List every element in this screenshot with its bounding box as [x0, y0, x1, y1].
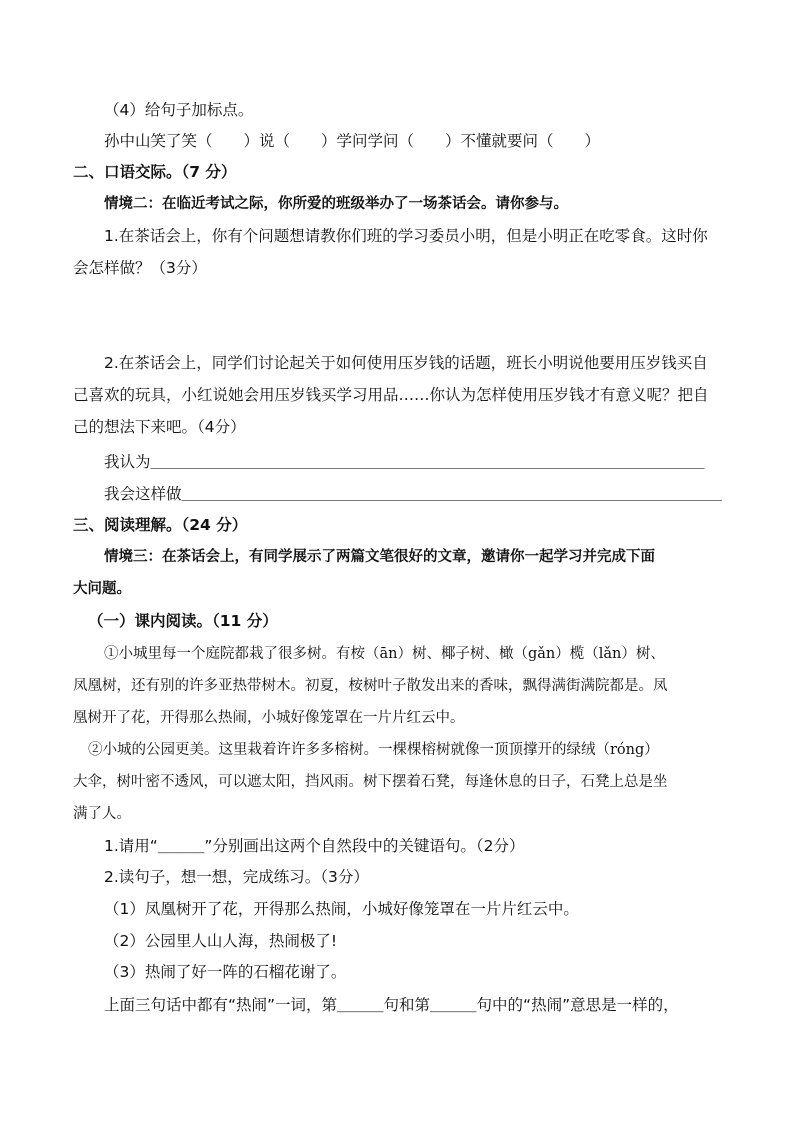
oral-question-1-line-2: 会怎样做？（3分）: [73, 259, 207, 277]
answer-blank-opinion[interactable]: ＿＿＿＿＿＿＿＿＿＿＿＿＿＿＿＿＿＿＿＿＿＿＿＿＿＿＿＿＿＿＿＿＿＿＿＿＿＿＿＿＿: [150, 455, 705, 471]
passage-paragraph-2-line-3: 满了人。: [73, 806, 131, 822]
question-4-sentence: 孙中山笑了笑（ ）说（ ）学问学问（ ）不懂就要问（ ）: [104, 132, 601, 150]
oral-question-2-line-1: 2.在茶话会上，同学们讨论起关于如何使用压岁钱的话题，班长小明说他要用压岁钱买自: [104, 354, 708, 372]
passage-paragraph-2-line-2: 大伞，树叶密不透风，可以遮太阳，挡风雨。树下摆着石凳，每逢休息的日子，石凳上总是坐: [73, 774, 668, 790]
oral-question-2-line-2: 己喜欢的玩具，小红说她会用压岁钱买学习用品……你认为怎样使用压岁钱才有意义呢？把自: [73, 386, 709, 404]
passage-paragraph-1-line-3: 凰树开了花，开得那么热闹，小城好像笼罩在一片片红云中。: [73, 710, 465, 726]
scenario-2-text: 情境二：在临近考试之际，你所爱的班级举办了一场茶话会。请你参与。: [104, 195, 568, 212]
reading-question-2: 2.读句子，想一想，完成练习。（3分）: [104, 868, 369, 886]
reading-question-2-fill[interactable]: 上面三句话中都有“热闹”一词，第＿＿＿句和第＿＿＿句中的“热闹”意思是一样的，: [104, 996, 679, 1014]
reading-sentence-3: （3）热闹了好一阵的石榴花谢了。: [104, 963, 347, 981]
question-4-prompt: （4）给句子加标点。: [104, 101, 254, 119]
section-3-heading: 三、阅读理解。（24 分）: [73, 516, 248, 534]
answer-blank-action[interactable]: ＿＿＿＿＿＿＿＿＿＿＿＿＿＿＿＿＿＿＿＿＿＿＿＿＿＿＿＿＿＿＿＿＿＿＿＿＿＿＿＿: [181, 487, 722, 503]
answer-field-opinion[interactable]: [104, 452, 704, 473]
passage-paragraph-1-line-2: 凤凰树，还有别的许多亚热带树木。初夏，桉树叶子散发出来的香味，飘得满街满院都是。凤: [73, 678, 668, 694]
section-2-heading: 二、口语交际。（7 分）: [73, 163, 237, 181]
answer-field-action[interactable]: [104, 484, 722, 505]
reading-sentence-2: （2）公园里人山人海，热闹极了!: [104, 932, 338, 950]
reading-question-1: 1.请用“＿＿＿”分别画出这两个自然段中的关键语句。（2分）: [104, 837, 525, 855]
passage-paragraph-2-line-1: ②小城的公园更美。这里栽着许许多多榕树。一棵棵榕树就像一顶顶撑开的绿绒（róng）: [88, 742, 659, 758]
oral-question-1-line-1: 1.在茶话会上，你有个问题想请教你们班的学习委员小明，但是小明正在吃零食。这时你: [104, 227, 708, 245]
answer-label-action: 我会这样做: [104, 485, 182, 503]
passage-paragraph-1-line-1: ①小城里每一个庭院都栽了很多树。有桉（ān）树、椰子树、橄（gǎn）榄（lǎn）树、: [104, 646, 665, 662]
scenario-3-line-2: 大问题。: [73, 580, 131, 597]
subsection-1-heading: （一）课内阅读。（11 分）: [88, 612, 278, 630]
answer-label-opinion: 我认为: [104, 453, 151, 471]
reading-sentence-1: （1）凤凰树开了花，开得那么热闹，小城好像笼罩在一片片红云中。: [104, 900, 579, 918]
scenario-3-line-1: 情境三：在茶话会上，有同学展示了两篇文笔很好的文章，邀请你一起学习并完成下面: [104, 548, 655, 565]
oral-question-2-line-3: 己的想法下来吧。（4分）: [73, 418, 246, 436]
